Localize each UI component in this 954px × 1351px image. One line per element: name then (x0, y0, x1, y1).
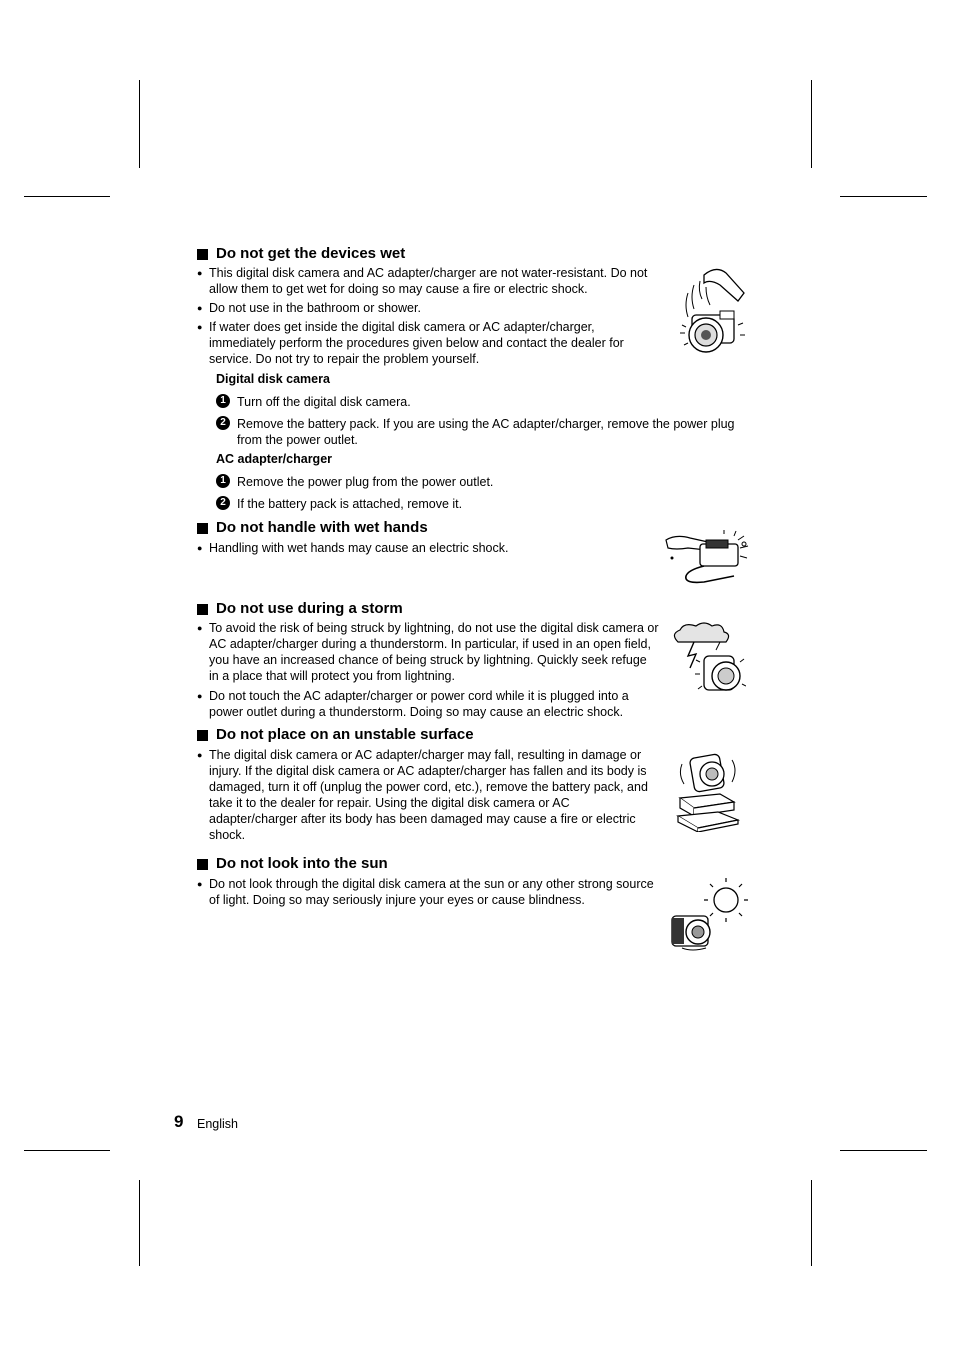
square-bullet-icon (197, 604, 208, 615)
list-item: ● Handling with wet hands may cause an electric shock. (197, 541, 509, 555)
sun-camera-illustration (668, 878, 748, 954)
step-item: 1 Remove the power plug from the power outlet. (216, 474, 751, 490)
section-heading-unstable (197, 726, 474, 744)
crop-mark (139, 1180, 140, 1266)
bullet-list-hands (197, 540, 659, 556)
bullet-list-wet (197, 265, 659, 367)
bullet-dot-icon: ● (197, 879, 203, 889)
list-item: ● The digital disk camera or AC adapter/charger may fall, resulting in damage or injury. If the digital disk camera or AC adapter/charger has fallen and its body is damaged, turn it off (unplug the power cord, etc.), remove the battery pack, and take it to the dealer for repair. Using the digital disk camera or AC adapter/charger after its body has been damaged may cause a fire or electric shock. (197, 748, 648, 842)
subheading-camera: Digital disk camera (216, 372, 330, 386)
bullet-dot-icon: ● (197, 750, 203, 760)
step-item: 2 Remove the battery pack. If you are using the AC adapter/charger, remove the power plug from the power outlet. (216, 416, 751, 448)
section-heading-wet (197, 245, 405, 263)
list-item: ● Do not use in the bathroom or shower. (197, 301, 421, 315)
camera-water-illustration (676, 265, 752, 360)
step-item: 1 Turn off the digital disk camera. (216, 394, 751, 410)
list-item: ● This digital disk camera and AC adapter/charger are not water-resistant. Do not allow them to get wet for doing so may cause a fire or electric shock. (197, 266, 648, 296)
list-item: ● Do not touch the AC adapter/charger or power cord while it is plugged into a power outlet during a thunderstorm. Doing so may cause an electric shock. (197, 689, 629, 719)
section-title: Do not place on an unstable surface (216, 726, 474, 743)
step-number: 1 (216, 394, 230, 408)
square-bullet-icon (197, 523, 208, 534)
square-bullet-icon (197, 730, 208, 741)
section-title: Do not look into the sun (216, 855, 388, 872)
storm-camera-illustration (670, 622, 746, 696)
square-bullet-icon (197, 249, 208, 260)
page-number: 9 (174, 1112, 184, 1131)
section-heading-sun (197, 855, 388, 873)
wet-hands-charger-illustration (664, 530, 752, 586)
bullet-list-sun (197, 876, 659, 908)
bullet-list-storm (197, 620, 659, 720)
crop-mark (811, 80, 812, 168)
section-heading-storm (197, 600, 403, 618)
crop-mark (840, 1150, 927, 1151)
step-number: 2 (216, 416, 230, 430)
bullet-dot-icon: ● (197, 623, 203, 633)
section-title: Do not get the devices wet (216, 245, 406, 262)
square-bullet-icon (197, 859, 208, 870)
section-title: Do not handle with wet hands (216, 519, 428, 536)
bullet-dot-icon: ● (197, 303, 203, 313)
crop-mark (24, 196, 110, 197)
crop-mark (139, 80, 140, 168)
crop-mark (24, 1150, 110, 1151)
falling-camera-illustration (674, 750, 744, 832)
subheading-adapter: AC adapter/charger (216, 452, 333, 466)
section-heading-hands (197, 519, 428, 537)
bullet-list-unstable (197, 747, 659, 843)
bullet-dot-icon: ● (197, 322, 203, 332)
language-label: English (197, 1117, 238, 1131)
step-number: 1 (216, 474, 230, 488)
section-title: Do not use during a storm (216, 600, 403, 617)
list-item: ● If water does get inside the digital disk camera or AC adapter/charger, immediately perform the procedures given below and contact the dealer for service. Do not try to repair the problem yourself. (197, 320, 624, 366)
list-item: ● Do not look through the digital disk camera at the sun or any other strong source of light. Doing so may seriously injure your eyes or cause blindness. (197, 877, 654, 907)
bullet-dot-icon: ● (197, 691, 203, 701)
bullet-dot-icon: ● (197, 268, 203, 278)
bullet-dot-icon: ● (197, 543, 203, 553)
step-number: 2 (216, 496, 230, 510)
crop-mark (811, 1180, 812, 1266)
list-item: ● To avoid the risk of being struck by lightning, do not use the digital disk camera or AC adapter/charger during a thunderstorm. In particular, if used in an open field, you have an increased chance of being struck by lightning. Quickly seek refuge in a place that will protect you from lightning. (197, 621, 659, 683)
crop-mark (840, 196, 927, 197)
step-item: 2 If the battery pack is attached, remove it. (216, 496, 751, 512)
